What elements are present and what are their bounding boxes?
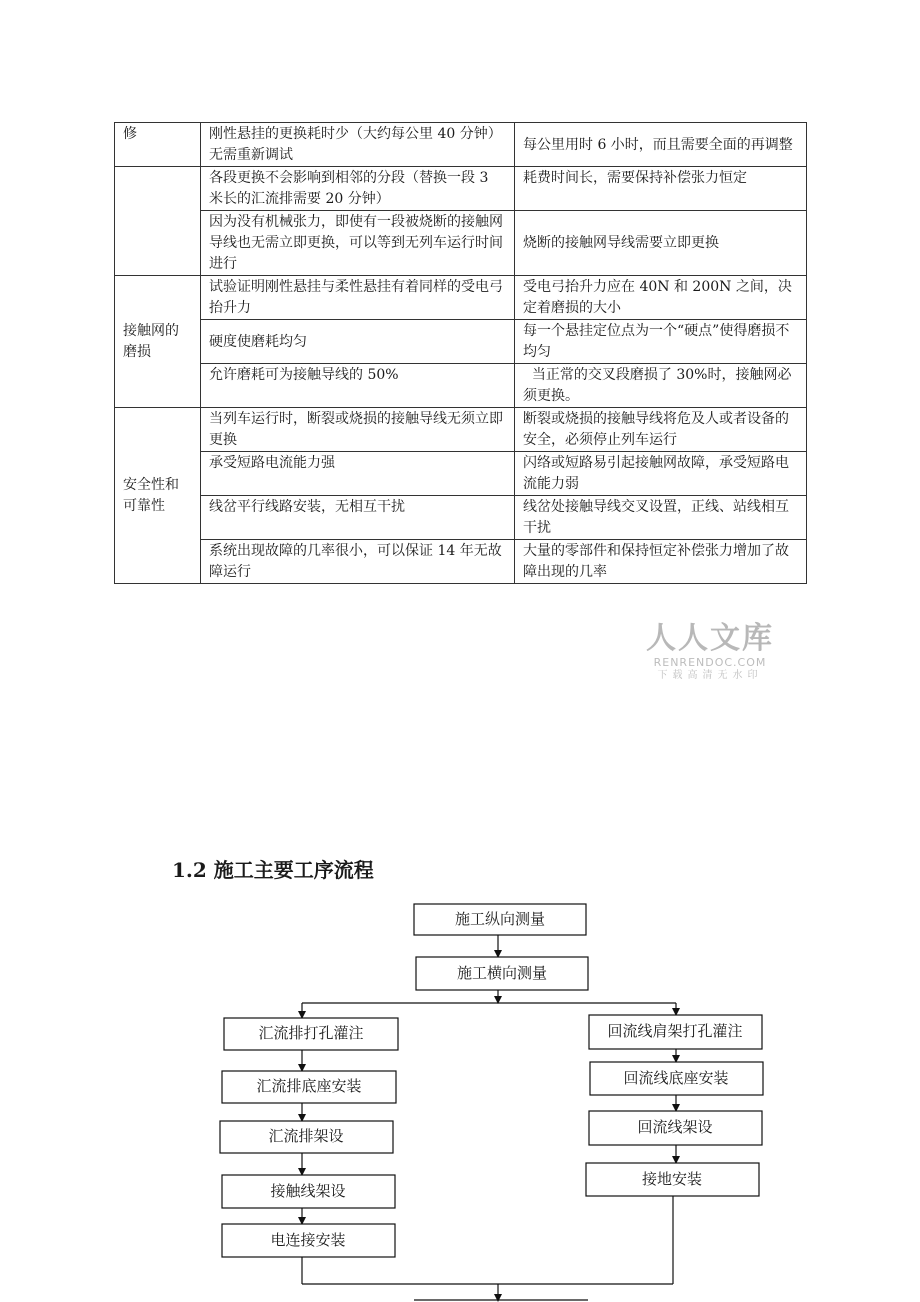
flow-label: 接触线架设: [270, 1182, 346, 1200]
flow-label: 回流线肩架打孔灌注: [607, 1022, 743, 1040]
rigid-cell: 刚性悬挂的更换耗时少（大约每公里 40 分钟）无需重新调试: [201, 123, 515, 167]
rigid-cell: 当列车运行时，断裂或烧损的接触导线无须立即更换: [201, 408, 515, 452]
rigid-cell: 因为没有机械张力，即使有一段被烧断的接触网导线也无需立即更换，可以等到无列车运行时间进行: [201, 211, 515, 276]
flexible-cell: 烧断的接触网导线需要立即更换: [515, 211, 807, 276]
flow-box-contact-wire: [222, 1175, 395, 1208]
flow-box-return-base: [590, 1062, 763, 1095]
rigid-cell: 系统出现故障的几率很小，可以保证 14 年无故障运行: [201, 540, 515, 584]
flexible-cell: 受电弓抬升力应在 40N 和 200N 之间，决定着磨损的大小: [515, 276, 807, 320]
flow-label: 回流线架设: [637, 1118, 713, 1136]
rigid-cell: 允许磨耗可为接触导线的 50%: [201, 364, 515, 408]
flow-label: 施工横向测量: [456, 964, 548, 982]
flexible-cell: 大量的零部件和保持恒定补偿张力增加了故障出现的几率: [515, 540, 807, 584]
flow-label: 汇流排架设: [268, 1127, 344, 1145]
flexible-cell: 断裂或烧损的接触导线将危及人或者设备的安全，必须停止列车运行: [515, 408, 807, 452]
flexible-cell: 闪络或短路易引起接触网故障，承受短路电流能力弱: [515, 452, 807, 496]
watermark-slogan: 下载高清无水印: [657, 670, 763, 681]
section-title: 1.2 施工主要工序流程: [172, 858, 374, 882]
flow-label: 回流线底座安装: [623, 1069, 729, 1087]
rigid-cell: 硬度使磨耗均匀: [201, 320, 515, 364]
flow-box-electrical-connection: [222, 1224, 395, 1257]
rigid-cell: 承受短路电流能力强: [201, 452, 515, 496]
flexible-cell: 每一个悬挂定位点为一个“硬点”使得磨损不均匀: [515, 320, 807, 364]
flow-box-busbar-base: [222, 1071, 396, 1103]
flow-box-longitudinal-survey: [414, 904, 586, 935]
flow-label: 接地安装: [641, 1170, 703, 1188]
rigid-cell: 各段更换不会影响到相邻的分段（替换一段 3 米长的汇流排需要 20 分钟）: [201, 167, 515, 211]
flow-box-busbar-erection: [220, 1121, 393, 1153]
flexible-cell: 耗费时间长，需要保持补偿张力恒定: [515, 167, 807, 211]
rigid-cell: 线岔平行线路安装，无相互干扰: [201, 496, 515, 540]
flow-label: 电连接安装: [270, 1231, 346, 1249]
flexible-cell: 当正常的交叉段磨损了 30%时，接触网必须更换。: [515, 364, 807, 408]
flow-box-grounding: [586, 1163, 759, 1196]
flexible-cell: 线岔处接触导线交叉设置，正线、站线相互干扰: [515, 496, 807, 540]
category-cell: 修: [115, 123, 201, 167]
watermark-site: RENRENDOC.COM: [653, 656, 767, 669]
category-cell: 接触网的磨损: [115, 276, 201, 408]
flow-box-busbar-drilling: [224, 1018, 398, 1050]
flow-box-return-bracket-drilling: [589, 1015, 762, 1049]
flow-box-return-erection: [589, 1111, 762, 1145]
flexible-cell: 每公里用时 6 小时，而且需要全面的再调整: [515, 123, 807, 167]
flow-label: 汇流排打孔灌注: [258, 1024, 364, 1042]
rigid-cell: 试验证明刚性悬挂与柔性悬挂有着同样的受电弓抬升力: [201, 276, 515, 320]
flow-box-transverse-survey: [416, 957, 588, 990]
flow-label: 施工纵向测量: [454, 910, 546, 928]
flow-label: 汇流排底座安装: [256, 1077, 362, 1095]
watermark-title: 人人文库: [646, 621, 774, 656]
category-cell: 安全性和可靠性: [115, 408, 201, 584]
